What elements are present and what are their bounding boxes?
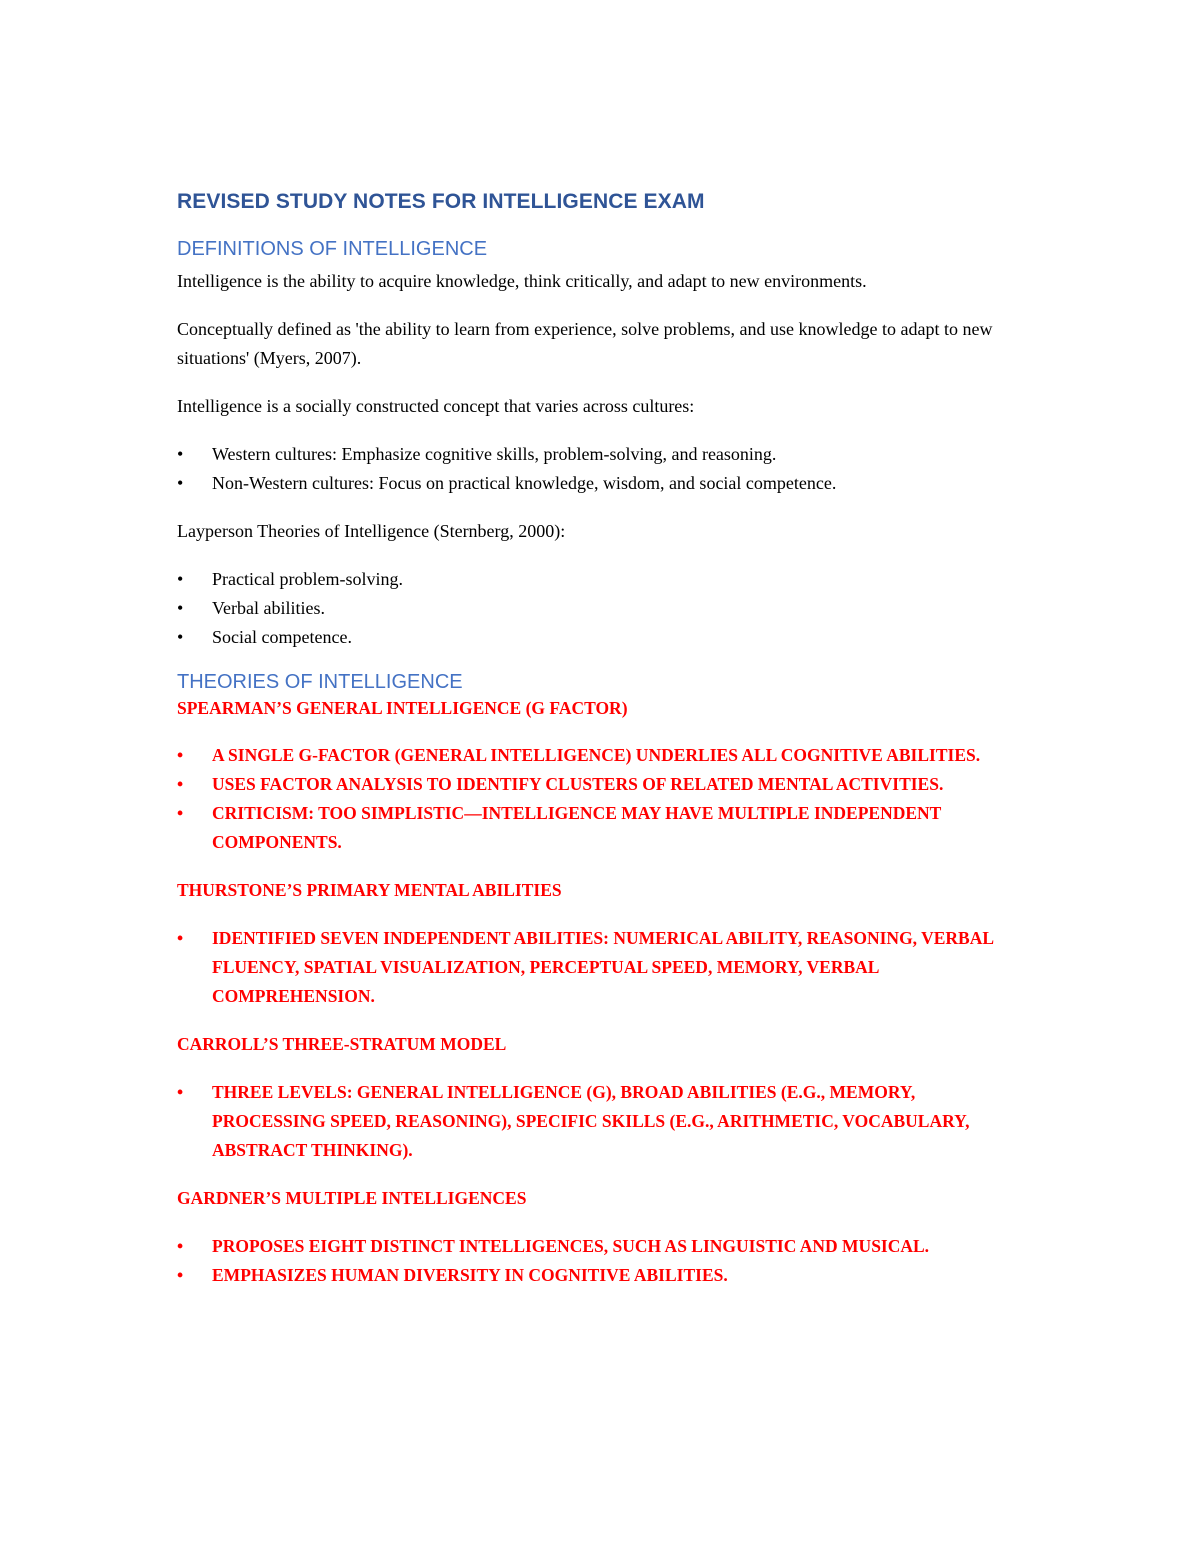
list-item-text: USES FACTOR ANALYSIS TO IDENTIFY CLUSTERS OF RELATED MENTAL ACTIVITIES. xyxy=(212,774,944,794)
bullet-list-cultures xyxy=(177,440,1027,498)
bullet-icon: • xyxy=(177,1236,184,1256)
section-heading-theories: THEORIES OF INTELLIGENCE xyxy=(177,671,463,693)
bullet-icon: • xyxy=(177,569,184,589)
section-heading-definitions: DEFINITIONS OF INTELLIGENCE xyxy=(177,238,488,260)
document-title: REVISED STUDY NOTES FOR INTELLIGENCE EXAM xyxy=(177,190,705,213)
list-item xyxy=(177,440,1027,469)
bullet-icon: • xyxy=(177,774,184,794)
bullet-icon: • xyxy=(177,598,184,618)
bullet-icon: • xyxy=(177,473,184,493)
bullet-list-spearman xyxy=(177,741,1027,857)
list-item-text: PROPOSES EIGHT DISTINCT INTELLIGENCES, SUCH AS LINGUISTIC AND MUSICAL. xyxy=(212,1236,930,1256)
bullet-list-carroll xyxy=(177,1078,1027,1165)
paragraph: Intelligence is the ability to acquire knowledge, think critically, and adapt to new environments. xyxy=(177,271,867,291)
list-item-text: EMPHASIZES HUMAN DIVERSITY IN COGNITIVE ABILITIES. xyxy=(212,1265,728,1285)
bullet-icon: • xyxy=(177,627,184,647)
paragraph: Intelligence is a socially constructed concept that varies across cultures: xyxy=(177,396,695,416)
subheading-carroll: CARROLL’S THREE-STRATUM MODEL xyxy=(177,1034,507,1054)
list-item-text: Western cultures: Emphasize cognitive skills, problem-solving, and reasoning. xyxy=(212,444,777,464)
bullet-icon: • xyxy=(177,745,184,765)
bullet-list-layperson xyxy=(177,565,1027,652)
list-item xyxy=(177,565,1027,594)
bullet-icon: • xyxy=(177,444,184,464)
subheading-thurstone: THURSTONE’S PRIMARY MENTAL ABILITIES xyxy=(177,880,562,900)
list-item xyxy=(177,1232,1027,1261)
list-item xyxy=(177,924,1027,1011)
list-item-text: Practical problem-solving. xyxy=(212,569,403,589)
bullet-icon: • xyxy=(177,803,184,823)
list-item-text: Verbal abilities. xyxy=(212,598,325,618)
paragraph: Conceptually defined as 'the ability to learn from experience, solve problems, and use knowledge to adapt to new situations' (Myers, 2007). xyxy=(177,319,993,368)
paragraph: Layperson Theories of Intelligence (Sternberg, 2000): xyxy=(177,521,566,541)
list-item xyxy=(177,741,1027,770)
list-item xyxy=(177,1261,1027,1290)
bullet-list-gardner xyxy=(177,1232,1027,1290)
bullet-icon: • xyxy=(177,1265,184,1285)
bullet-icon: • xyxy=(177,928,184,948)
list-item xyxy=(177,469,1027,498)
list-item-text: IDENTIFIED SEVEN INDEPENDENT ABILITIES: NUMERICAL ABILITY, REASONING, VERBAL FLUENCY, SPATIAL VISUALIZATION, PERCEPTUAL SPEED, MEMORY, VERBAL COMPREHENSION. xyxy=(212,928,994,1006)
bullet-icon: • xyxy=(177,1082,184,1102)
list-item-text: A SINGLE G-FACTOR (GENERAL INTELLIGENCE) UNDERLIES ALL COGNITIVE ABILITIES. xyxy=(212,745,981,765)
list-item xyxy=(177,799,1027,857)
bullet-list-thurstone xyxy=(177,924,1027,1011)
list-item xyxy=(177,1078,1027,1165)
document-content xyxy=(177,190,1027,1309)
subheading-gardner: GARDNER’S MULTIPLE INTELLIGENCES xyxy=(177,1188,527,1208)
list-item-text: Social competence. xyxy=(212,627,352,647)
list-item-text: Non-Western cultures: Focus on practical knowledge, wisdom, and social competence. xyxy=(212,473,837,493)
list-item xyxy=(177,594,1027,623)
list-item xyxy=(177,770,1027,799)
subheading-spearman: SPEARMAN’S GENERAL INTELLIGENCE (G FACTOR) xyxy=(177,698,628,718)
list-item xyxy=(177,623,1027,652)
list-item-text: THREE LEVELS: GENERAL INTELLIGENCE (G), BROAD ABILITIES (E.G., MEMORY, PROCESSING SPEED, REASONING), SPECIFIC SKILLS (E.G., ARITHMETIC, VOCABULARY, ABSTRACT THINKING). xyxy=(212,1082,970,1160)
list-item-text: CRITICISM: TOO SIMPLISTIC—INTELLIGENCE MAY HAVE MULTIPLE INDEPENDENT COMPONENTS. xyxy=(212,803,942,852)
